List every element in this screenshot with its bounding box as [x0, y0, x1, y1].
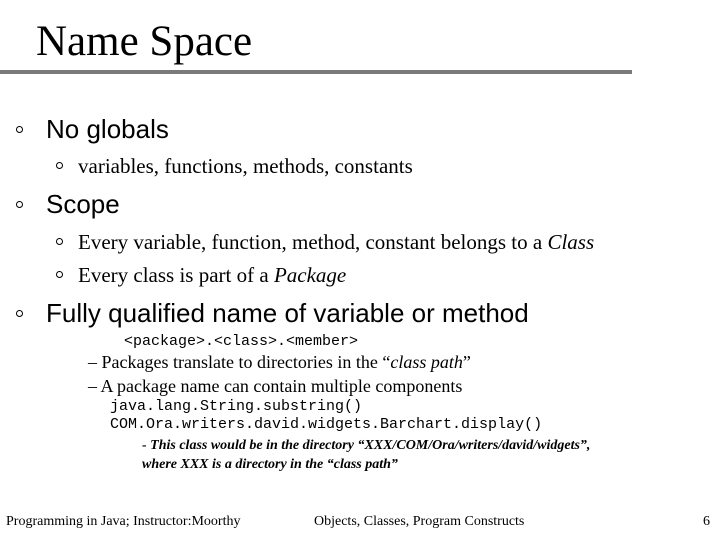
- bullet-icon: [16, 126, 23, 133]
- title-divider: [0, 70, 632, 74]
- code-example-java-lang: java.lang.String.substring(): [110, 398, 363, 415]
- bullet-no-globals: No globals: [46, 114, 169, 144]
- note-directory-line-1: - This class would be in the directory “XXX/COM/Ora/writers/david/widgets”,: [142, 438, 591, 453]
- footer-page-number: 6: [703, 514, 710, 529]
- bullet-scope: Scope: [46, 189, 120, 219]
- sub-bullet-icon: [56, 162, 63, 169]
- sub-bullet-icon: [56, 271, 63, 278]
- sub-bullet-variables: variables, functions, methods, constants: [78, 154, 413, 178]
- dash-item-components: – A package name can contain multiple components: [88, 376, 463, 396]
- bullet-icon: [16, 310, 23, 317]
- code-package-syntax: <package>.<class>.<member>: [124, 333, 359, 350]
- code-example-barchart: COM.Ora.writers.david.widgets.Barchart.display(): [110, 416, 543, 433]
- dash-item-class-path: – Packages translate to directories in the “class path”: [88, 352, 471, 372]
- note-directory-line-2: where XXX is a directory in the “class path”: [142, 457, 398, 472]
- bullet-fully-qualified: Fully qualified name of variable or method: [46, 298, 529, 328]
- slide-title: Name Space: [36, 18, 253, 65]
- bullet-icon: [16, 201, 23, 208]
- footer-topic: Objects, Classes, Program Constructs: [314, 514, 525, 529]
- sub-bullet-package: Every class is part of a Package: [78, 263, 347, 287]
- sub-bullet-icon: [56, 238, 63, 245]
- sub-bullet-class: Every variable, function, method, constant belongs to a Class: [78, 230, 595, 254]
- footer-course: Programming in Java; Instructor:Moorthy: [6, 514, 241, 529]
